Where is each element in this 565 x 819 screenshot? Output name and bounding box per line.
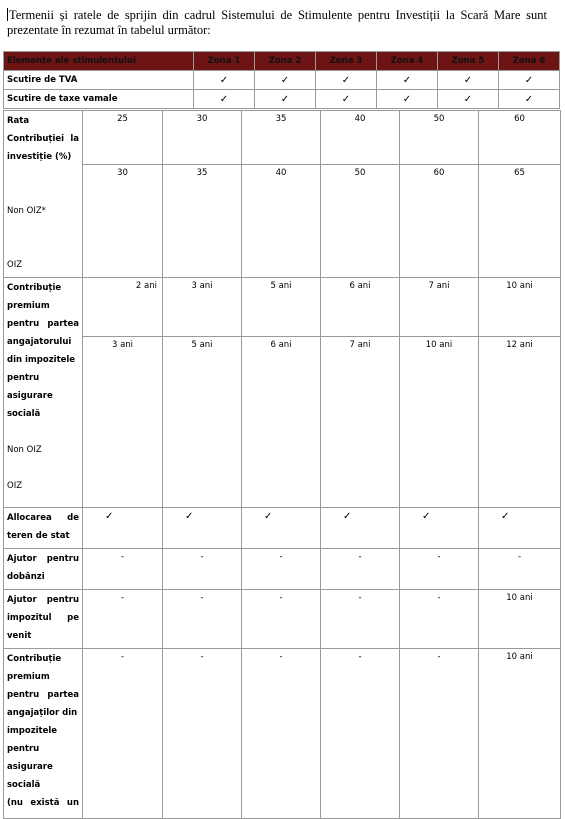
check-icon: ✓	[499, 90, 560, 109]
land-label-line: Allocarea de	[7, 513, 79, 523]
premium-employer-oiz-zone-5: 7 ani	[400, 278, 479, 337]
premium-employer-non-oiz-zone-5: 10 ani	[400, 337, 479, 508]
rate-oiz-zone-6: 60	[479, 111, 561, 165]
premium-employees-label-line: pentru	[7, 744, 40, 754]
income-tax-label-line: impozitul pe	[7, 613, 79, 623]
income-tax-label-line: venit	[7, 631, 32, 641]
row-customs-label: Scutire de taxe vamale	[4, 90, 194, 109]
interest-label-line: Ajutor pentru	[7, 554, 79, 564]
row-land	[4, 508, 561, 549]
header-zone-3: Zona 3	[316, 52, 377, 71]
header-label: Elemente ale stimulentului	[4, 52, 194, 71]
premium-employees-zone-6: 10 ani	[479, 649, 561, 819]
income-tax-zone-3: -	[242, 590, 321, 649]
rate-oiz-zone-1: 25	[83, 111, 163, 165]
row-premium-employer-oiz	[4, 278, 561, 337]
income-tax-zone-1: -	[83, 590, 163, 649]
premium-employer-oiz-zone-6: 10 ani	[479, 278, 561, 337]
row-vat	[4, 71, 560, 90]
interest-label-line: dobânzi	[7, 572, 45, 582]
interest-zone-5: -	[400, 549, 479, 590]
rate-non-oiz-zone-3: 40	[242, 165, 321, 278]
row-interest	[4, 549, 561, 590]
check-icon: ✓	[438, 71, 499, 90]
row-premium-employees-label	[4, 649, 83, 819]
header-row	[4, 52, 560, 71]
check-icon: ✓	[242, 508, 321, 549]
row-rate-non-oiz	[4, 165, 561, 278]
check-icon: ✓	[377, 71, 438, 90]
rate-oiz-zone-3: 35	[242, 111, 321, 165]
check-icon: ✓	[194, 90, 255, 109]
intro-paragraph	[7, 8, 547, 38]
premium-employer-non-oiz-zone-3: 6 ani	[242, 337, 321, 508]
rate-label-line: investiție (%)	[7, 152, 72, 162]
text-cursor	[7, 8, 8, 21]
premium-employer-label-line: din impozitele	[7, 355, 76, 365]
interest-zone-4: -	[321, 549, 400, 590]
check-icon: ✓	[316, 90, 377, 109]
income-tax-zone-4: -	[321, 590, 400, 649]
rate-non-oiz-label: Non OIZ*	[7, 206, 46, 216]
interest-zone-6: -	[479, 549, 561, 590]
interest-zone-3: -	[242, 549, 321, 590]
row-premium-employer-label	[4, 278, 83, 508]
check-icon: ✓	[194, 71, 255, 90]
premium-employer-oiz-zone-3: 5 ani	[242, 278, 321, 337]
rate-non-oiz-zone-2: 35	[163, 165, 242, 278]
premium-employees-label-line: (nu există un	[7, 798, 79, 808]
rate-oiz-label: OIZ	[7, 260, 23, 270]
stimulus-header-table	[3, 51, 560, 109]
premium-employees-zone-3: -	[242, 649, 321, 819]
premium-employees-zone-4: -	[321, 649, 400, 819]
premium-employees-zone-5: -	[400, 649, 479, 819]
row-interest-label	[4, 549, 83, 590]
premium-employees-label-line: pentru partea	[7, 690, 79, 700]
check-icon: ✓	[400, 508, 479, 549]
premium-employer-label-line: premium	[7, 301, 50, 311]
premium-employer-label-line: Contribuție	[7, 283, 62, 293]
premium-employer-non-oiz-label: Non OIZ	[7, 445, 42, 455]
premium-employees-label-line: asigurare	[7, 762, 53, 772]
row-premium-employees	[4, 649, 561, 819]
row-rate-label	[4, 111, 83, 278]
check-icon: ✓	[499, 71, 560, 90]
premium-employees-label-line: Contribuție	[7, 654, 62, 664]
premium-employer-oiz-zone-1: 2 ani	[83, 278, 163, 337]
premium-employer-label-line: angajatorului	[7, 337, 72, 347]
row-land-label	[4, 508, 83, 549]
income-tax-zone-5: -	[400, 590, 479, 649]
check-icon: ✓	[316, 71, 377, 90]
premium-employees-label-line: angajaților din	[7, 708, 78, 718]
rate-non-oiz-zone-1: 30	[83, 165, 163, 278]
check-icon: ✓	[479, 508, 561, 549]
row-rate-oiz	[4, 111, 561, 165]
row-customs	[4, 90, 560, 109]
rate-oiz-zone-5: 50	[400, 111, 479, 165]
check-icon: ✓	[377, 90, 438, 109]
rate-oiz-zone-4: 40	[321, 111, 400, 165]
header-zone-1: Zona 1	[194, 52, 255, 71]
premium-employer-oiz-zone-4: 6 ani	[321, 278, 400, 337]
row-income-tax	[4, 590, 561, 649]
row-income-tax-label	[4, 590, 83, 649]
rate-non-oiz-zone-4: 50	[321, 165, 400, 278]
row-vat-label: Scutire de TVA	[4, 71, 194, 90]
premium-employer-non-oiz-zone-2: 5 ani	[163, 337, 242, 508]
premium-employer-oiz-label: OIZ	[7, 481, 23, 491]
check-icon: ✓	[321, 508, 400, 549]
premium-employer-label-line: socială	[7, 409, 41, 419]
header-zone-2: Zona 2	[255, 52, 316, 71]
stimulus-detail-table	[3, 110, 561, 819]
premium-employer-non-oiz-zone-1: 3 ani	[83, 337, 163, 508]
interest-zone-2: -	[163, 549, 242, 590]
header-zone-6: Zona 6	[499, 52, 560, 71]
check-icon: ✓	[163, 508, 242, 549]
premium-employer-oiz-zone-2: 3 ani	[163, 278, 242, 337]
premium-employees-label-line: impozitele	[7, 726, 58, 736]
income-tax-label-line: Ajutor pentru	[7, 595, 79, 605]
rate-label-line: Rata	[7, 116, 30, 126]
header-zone-5: Zona 5	[438, 52, 499, 71]
premium-employer-non-oiz-zone-4: 7 ani	[321, 337, 400, 508]
check-icon: ✓	[83, 508, 163, 549]
row-premium-employer-non-oiz	[4, 337, 561, 508]
premium-employer-non-oiz-zone-6: 12 ani	[479, 337, 561, 508]
premium-employees-zone-2: -	[163, 649, 242, 819]
premium-employer-label-line: asigurare	[7, 391, 53, 401]
rate-non-oiz-zone-6: 65	[479, 165, 561, 278]
premium-employer-label-line: pentru	[7, 373, 40, 383]
check-icon: ✓	[438, 90, 499, 109]
premium-employees-label-line: premium	[7, 672, 50, 682]
income-tax-zone-6: 10 ani	[479, 590, 561, 649]
premium-employees-zone-1: -	[83, 649, 163, 819]
header-zone-4: Zona 4	[377, 52, 438, 71]
land-label-line: teren de stat	[7, 531, 70, 541]
rate-non-oiz-zone-5: 60	[400, 165, 479, 278]
rate-label-line: Contribuției la	[7, 134, 79, 144]
check-icon: ✓	[255, 71, 316, 90]
rate-oiz-zone-2: 30	[163, 111, 242, 165]
check-icon: ✓	[255, 90, 316, 109]
premium-employer-label-line: pentru partea	[7, 319, 79, 329]
income-tax-zone-2: -	[163, 590, 242, 649]
interest-zone-1: -	[83, 549, 163, 590]
intro-text: Termenii și ratele de sprijin din cadrul Sistemului de Stimulente pentru Investiții la Scară Mare sunt prezentate în rezumat în tabelul următor:	[7, 8, 547, 37]
premium-employees-label-line: socială	[7, 780, 41, 790]
